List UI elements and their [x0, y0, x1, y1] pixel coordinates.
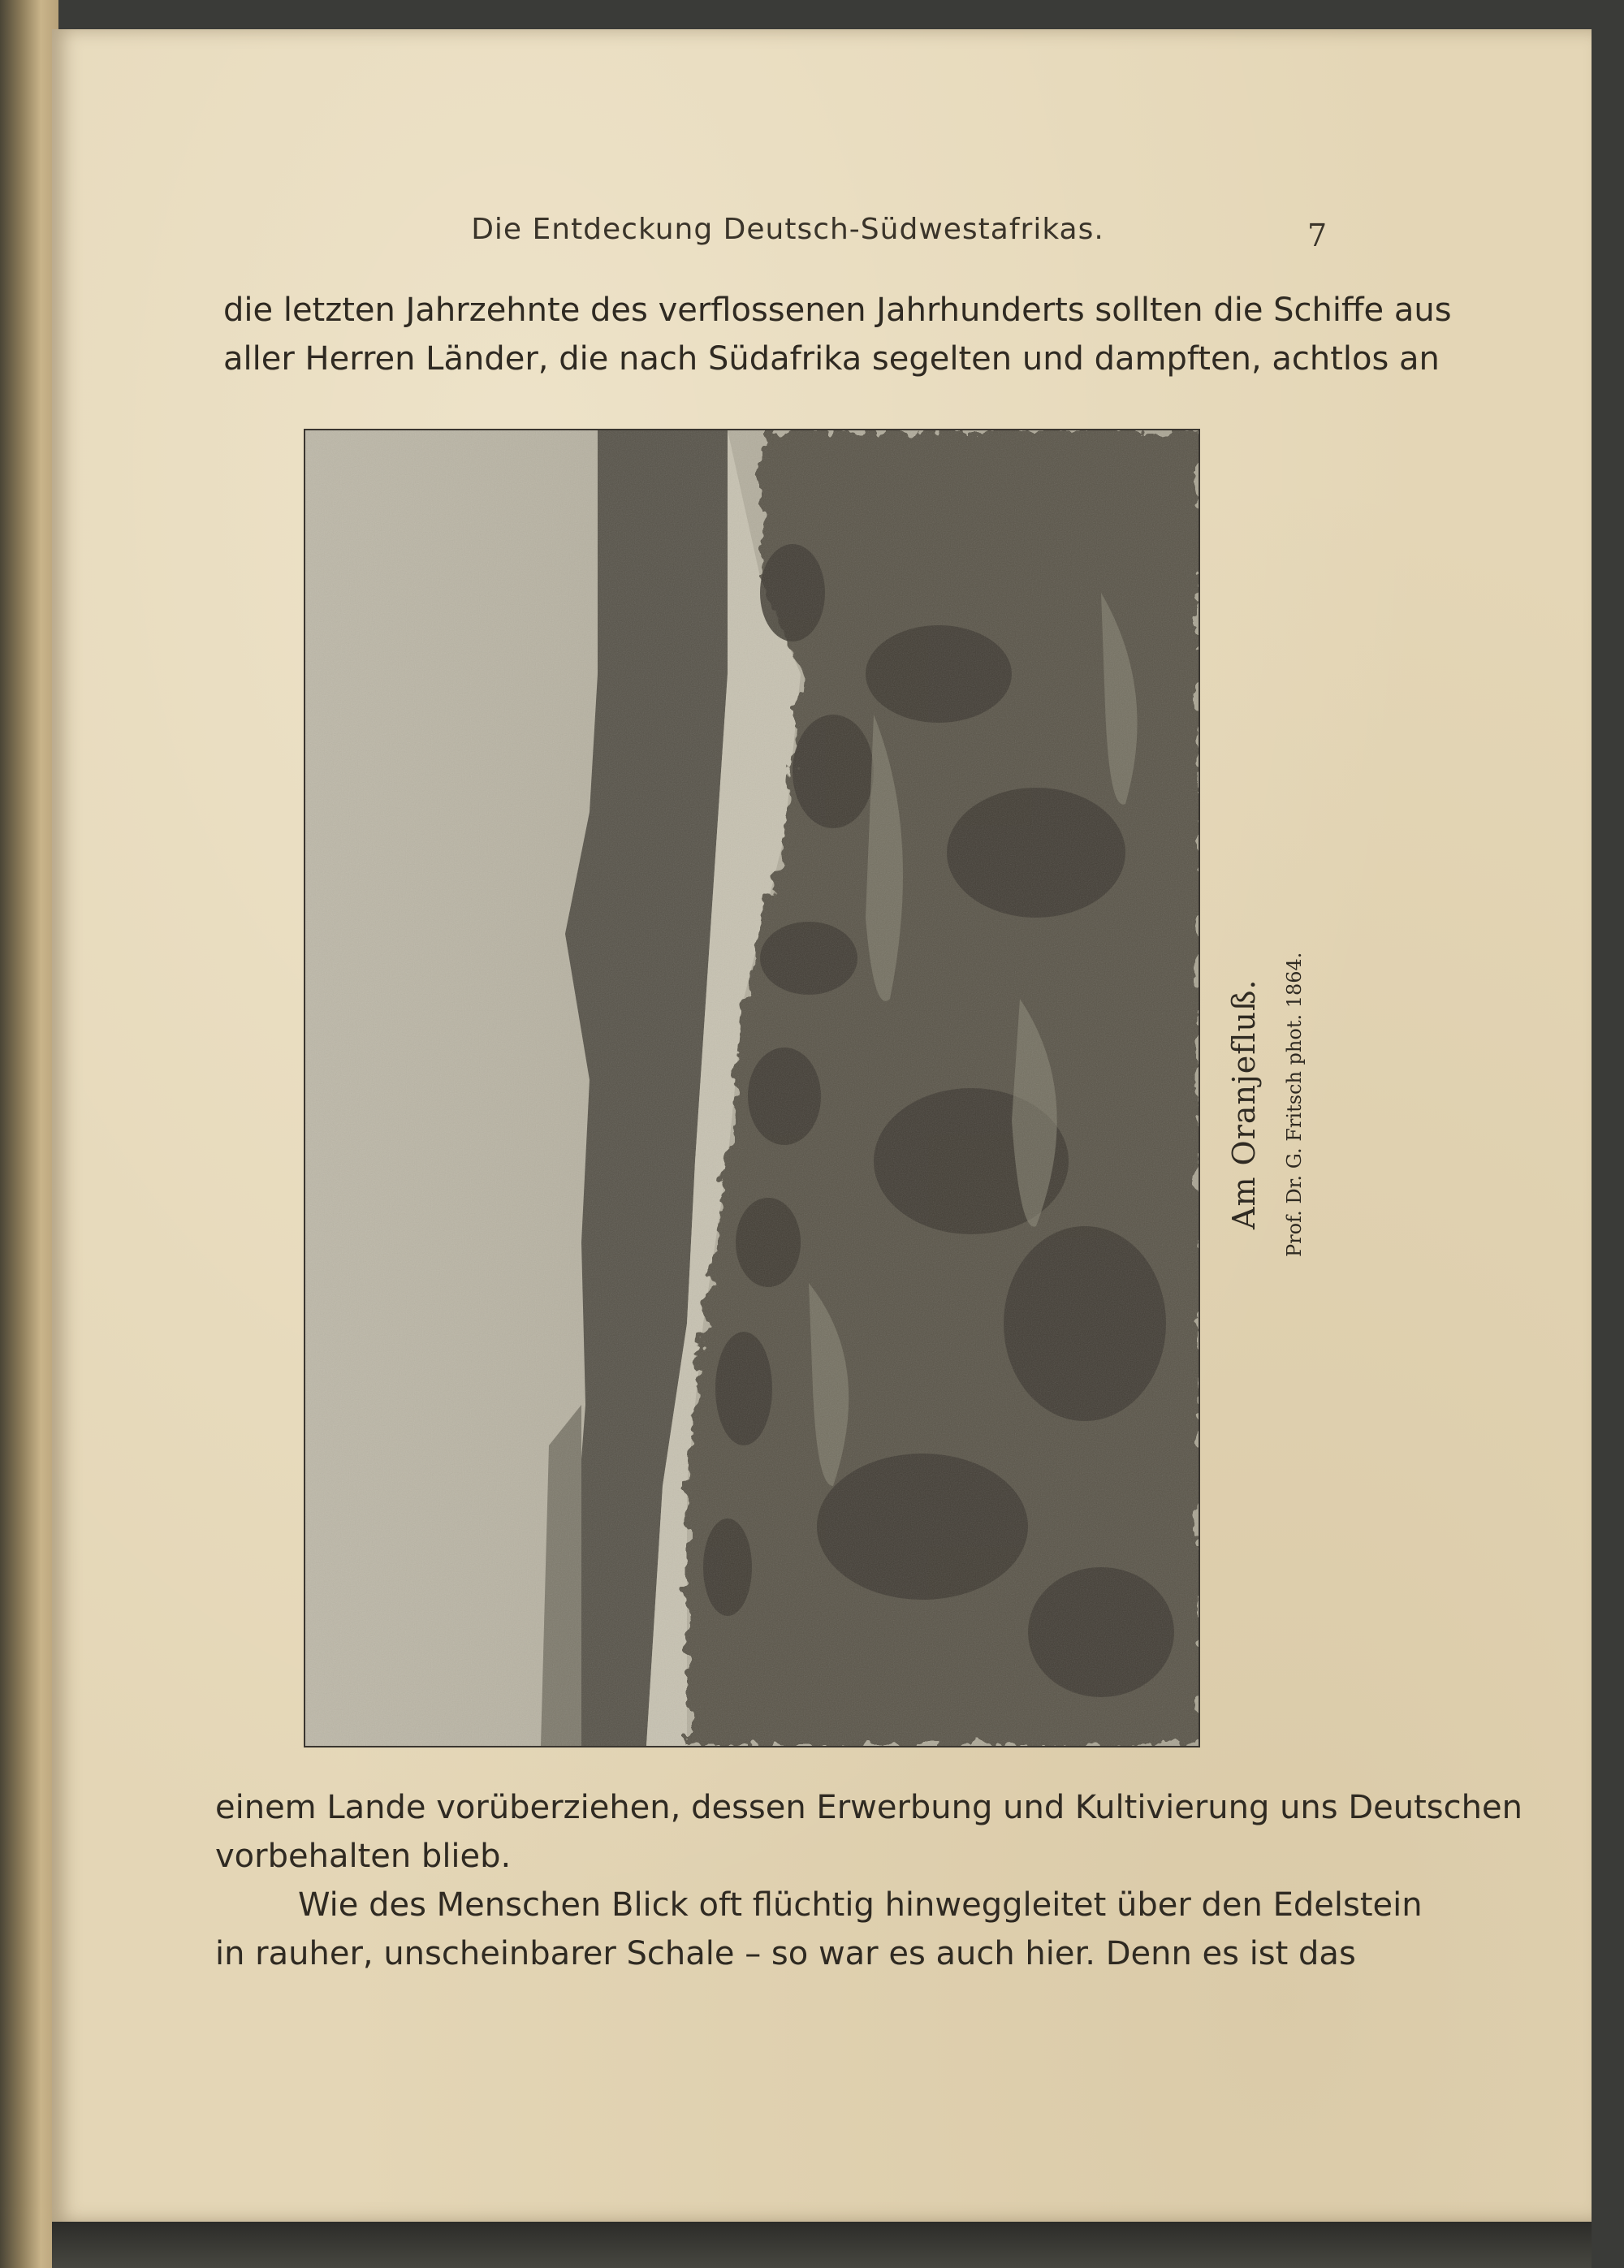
book-cover-edge: [0, 0, 58, 2268]
text-line: vorbehalten blieb.: [215, 1838, 512, 1875]
text-line: einem Lande vorüberziehen, dessen Erwerbung und Kultivierung uns Deutschen: [215, 1789, 1522, 1826]
page-number: 7: [1307, 218, 1328, 253]
text-line: die letzten Jahrzehnte des verflossenen Jahrhunderts sollten die Schiffe aus: [223, 292, 1452, 329]
text-line: Wie des Menschen Blick oft flüchtig hinweggleitet über den Edelstein: [298, 1886, 1423, 1924]
body-text-top: [223, 286, 1452, 383]
caption-title: Am Oranjefluß.: [1226, 978, 1262, 1230]
running-title: Die Entdeckung Deutsch-Südwestafrikas.: [471, 213, 1104, 246]
text-line: in rauher, unscheinbarer Schale – so war es auch hier. Denn es ist das: [215, 1935, 1356, 1972]
book-bottom-edge: [52, 2222, 1592, 2268]
landscape-photo-image: [305, 430, 1199, 1746]
body-text-bottom: [215, 1783, 1522, 1978]
figure-caption: [1226, 952, 1324, 1257]
photo-credit: Prof. Dr. G. Fritsch phot. 1864.: [1283, 952, 1306, 1257]
photograph-oranje-river: [304, 429, 1200, 1747]
text-line: aller Herren Länder, die nach Südafrika segelten und dampften, achtlos an: [223, 340, 1440, 378]
